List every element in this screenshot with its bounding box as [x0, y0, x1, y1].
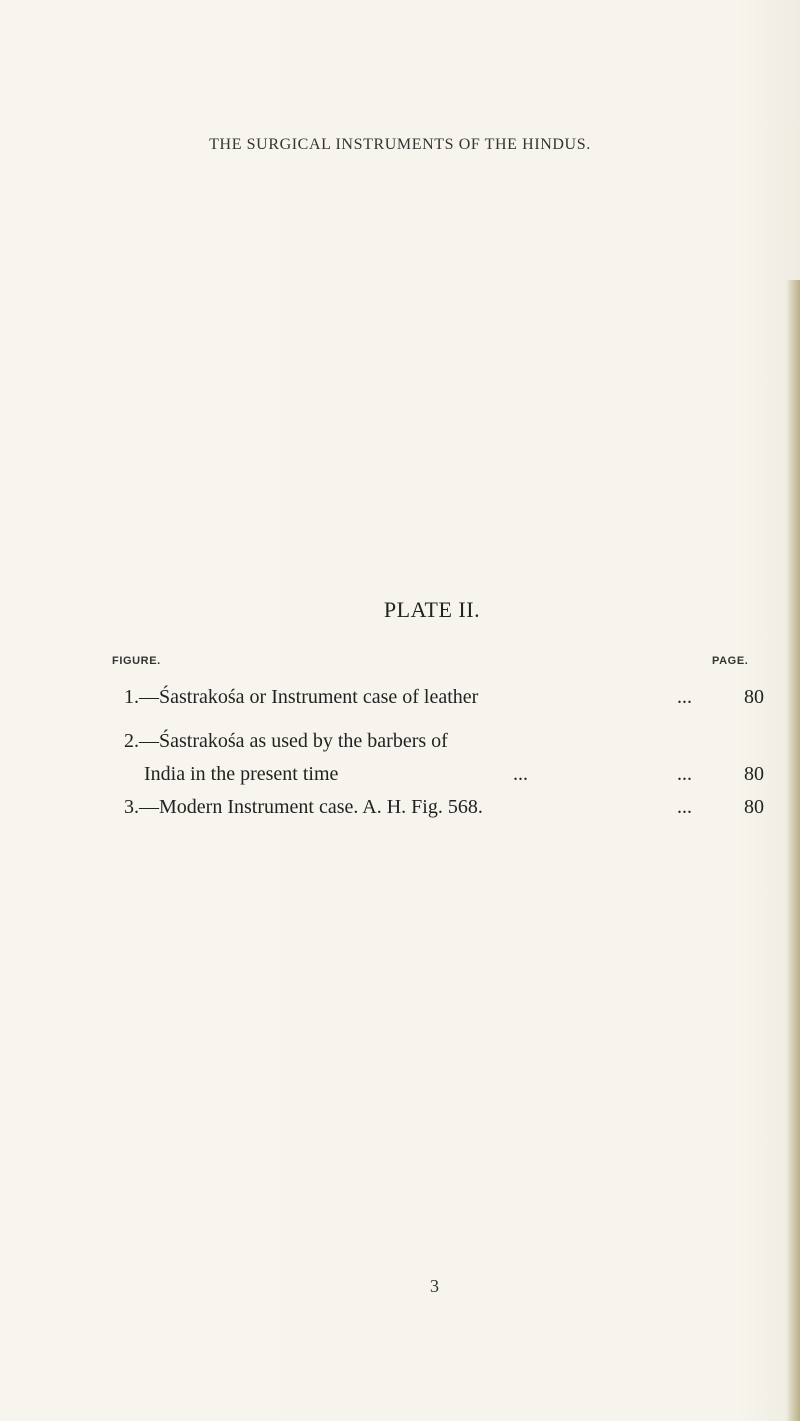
list-item-figure-2: [124, 727, 764, 755]
list-item-figure-1: [124, 683, 764, 711]
plate-title: PLATE II.: [383, 597, 481, 622]
entry-text: 3.—Modern Instrument case. A. H. Fig. 568.: [124, 796, 483, 818]
entry-text-continuation: India in the present time: [144, 763, 339, 785]
page-edge-shadow: [786, 280, 800, 1421]
leader-dots: ...: [677, 796, 692, 818]
entry-page-number: 80: [744, 763, 764, 785]
entry-text: 2.—Śastrakośa as used by the barbers of: [124, 730, 448, 752]
leader-dots: ...: [677, 686, 692, 708]
list-item-figure-2-continuation: [124, 760, 764, 788]
entry-page-number: 80: [744, 686, 764, 708]
column-header-page: PAGE.: [712, 655, 749, 667]
leader-dots: ...: [677, 763, 692, 785]
running-head: THE SURGICAL INSTRUMENTS OF THE HINDUS.: [209, 136, 591, 153]
column-header-figure: FIGURE.: [112, 655, 161, 667]
list-item-figure-3: [124, 793, 764, 821]
entry-text: 1.—Śastrakośa or Instrument case of leather: [124, 686, 479, 708]
entry-page-number: 80: [744, 796, 764, 818]
leader-dots: ...: [513, 763, 528, 785]
folio-page-number: 3: [430, 1276, 439, 1296]
